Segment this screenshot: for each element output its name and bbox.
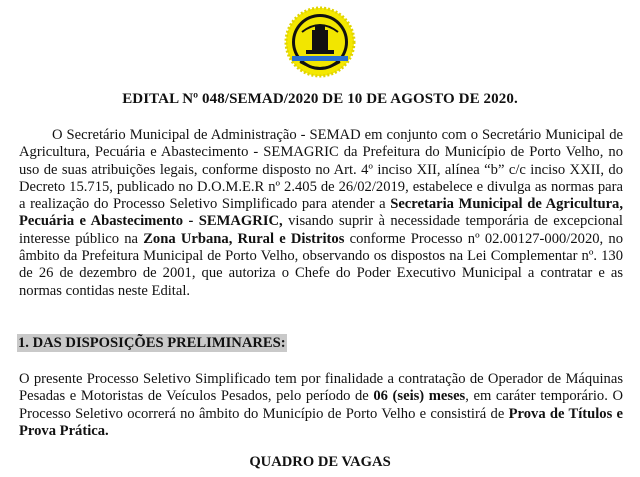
section1-text-1: O presente Processo Seletivo Simplificado tem por finalidade a contratação de Operador de Máquinas Pesadas e Motoristas de Veículos Pesados, pelo período de (19, 371, 623, 405)
intro-text-2: visando suprir à necessidade temporária de excepcional interesse público na (19, 213, 623, 247)
section1-bold-provas: Prova de Títulos e Prova Prática. (19, 405, 623, 439)
document-title: EDITAL Nº 048/SEMAD/2020 DE 10 DE AGOSTO DE 2020. (122, 91, 518, 107)
intro-text-3: conforme Processo nº 02.00127-000/2020, no âmbito da Prefeitura Municipal de Porto Velho, observando os dispostos na Lei Complementar nº. 130 de 26 de dezembro de 2001, que autoriza o Chefe do Poder Executivo Municipal a contratar e as normas contidas neste Edital. (19, 230, 623, 299)
section-heading-disposicoes: 1. DAS DISPOSIÇÕES PRELIMINARES: (18, 335, 286, 351)
intro-paragraph (19, 127, 623, 300)
intro-bold-secretaria: Secretaria Municipal de Agricultura, Pecuária e Abastecimento - SEMAGRIC, (19, 196, 624, 230)
intro-bold-zona: Zona Urbana, Rural e Distritos (143, 230, 345, 247)
semad-seal-logo (282, 6, 358, 80)
section1-paragraph (19, 371, 623, 440)
section1-bold-period: 06 (seis) meses (373, 388, 466, 405)
intro-text-1: O Secretário Municipal de Administração - SEMAD em conjunto com o Secretário Municipal de Agricultura, Pecuária e Abastecimento - SEMAGRIC da Prefeitura do Município de Porto Velho, no uso de suas atribuições legais, conforme disposto no Art. 4º inciso XII, alínea “b” c/c inciso XXII, do Decreto 15.715, publicado no D.O.M.E.R nº 2.405 de 26/02/2019, estabelece e divulga as normas para a realização do Processo Seletivo Simplificado para atender a (19, 127, 623, 213)
quadro-de-vagas-heading: QUADRO DE VAGAS (249, 454, 391, 470)
seal-icon (282, 6, 358, 80)
section1-text-2: , em caráter temporário. O Processo Seletivo ocorrerá no âmbito do Município de Porto Velho e consistirá de (19, 388, 623, 422)
